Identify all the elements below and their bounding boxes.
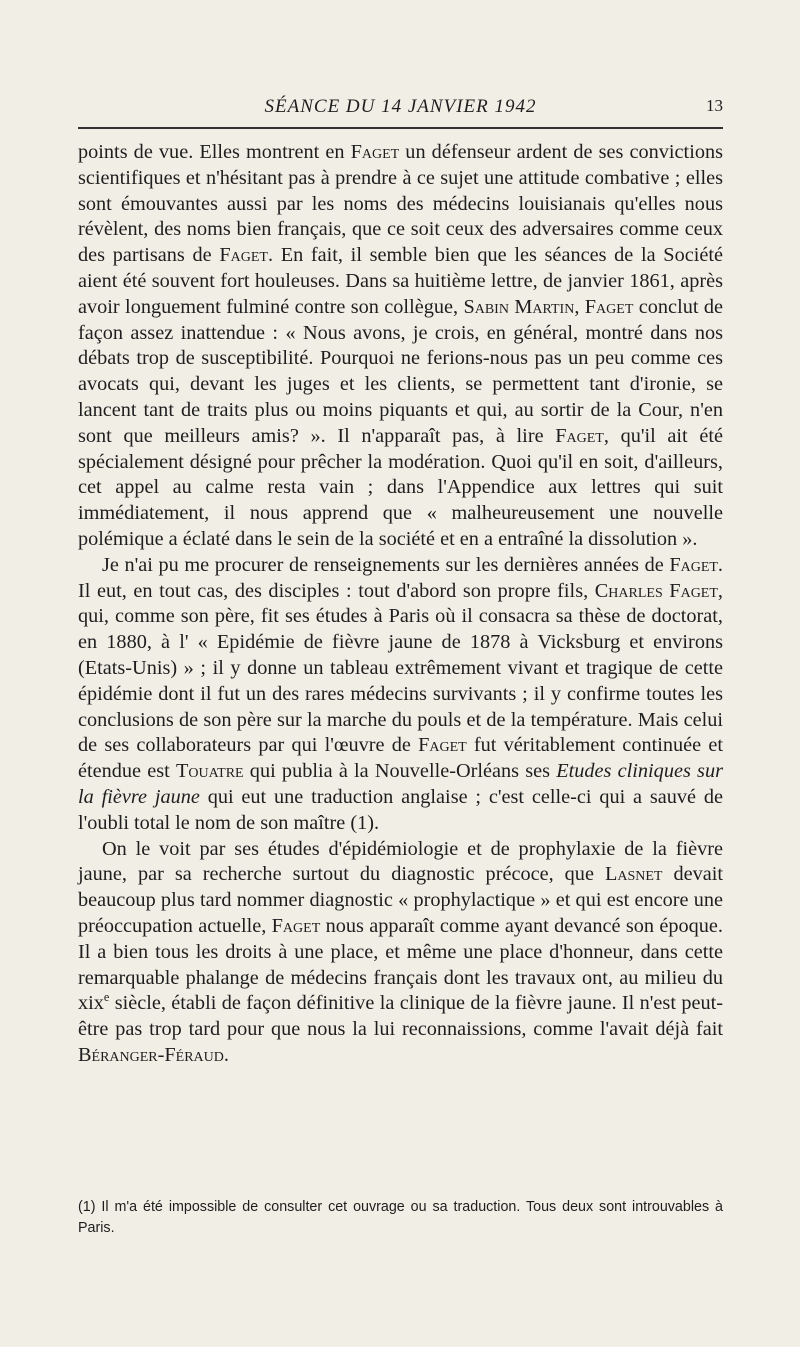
name-small-caps: Faget <box>669 553 718 576</box>
paragraph: On le voit par ses études d'épidémiologie et de prophylaxie de la fièvre jaune, par sa recherche surtout du diagnostic précoce, que Lasnet devait beaucoup plus tard nommer diagnostic « prophylactique » et qui est encore une préoccupation actuelle, Faget nous apparaît comme ayant devancé son époque. Il a bien tous les droits à une place, et même une place d'honneur, dans cette remarquable phalange de médecins français dont les travaux ont, au milieu du xix$^e$ siècle, établi de façon définitive la clinique de la fièvre jaune. Il n'est peut-être pas trop tard pour que nous la lui reconnaissions, comme l'avait déjà fait Béranger-Féraud. <box>78 837 724 1066</box>
paragraph: points de vue. Elles montrent en Faget un défenseur ardent de ses convictions scientifiques et n'hésitant pas à prendre à ce sujet une attitude combative ; elles sont émouvantes aussi par les noms des médecins louisianais qu'elles nous révèlent, des noms bien français, que ce soit ceux des adversaires comme ceux des partisans de Faget. En fait, il semble bien que les séances de la Société aient été souvent fort houleuses. Dans sa huitième lettre, de janvier 1861, après avoir longuement fulminé contre son collègue, Sabin Martin, Faget conclut de façon assez inattendue : « Nous avons, je crois, en général, montré dans nos débats trop de susceptibilité. Pourquoi ne ferions-nous pas un peu comme ces avocats qui, devant les juges et les clients, se permettent tant d'ironie, se lancent tant de traits plus ou moins piquants et qui, au sortir de la Cour, n'en sont que meilleurs amis? ». Il n'apparaît pas, à lire Faget, qu'il ait été spécialement désigné pour prêcher la modération. Quoi qu'il en soit, d'ailleurs, cet appel au calme resta vain ; dans l'Appendice aux lettres qui suit immédiatement, il nous apprend que « malheureusement une nouvelle polémique a éclaté dans le sein de la société et en a entraîné la dissolution ». <box>78 141 724 550</box>
italic-title: Etudes cliniques sur la fièvre jaune <box>78 760 723 808</box>
name-small-caps: Charles Faget <box>594 579 718 602</box>
header-rule <box>78 127 723 129</box>
page-header <box>78 96 723 126</box>
footnote: (1) Il m'a été impossible de consulter cet ouvrage ou sa traduction. Tous deux sont introuvables à Paris. <box>78 1199 723 1236</box>
name-small-caps: Faget <box>584 295 634 318</box>
page-number: 13 <box>706 96 723 115</box>
name-small-caps: Faget <box>555 424 604 447</box>
running-title: SÉANCE DU 14 JANVIER 1942 <box>264 96 537 117</box>
century-numeral: xix$^e$ <box>78 990 110 1015</box>
name-small-caps: Faget <box>219 244 268 267</box>
paragraph: Je n'ai pu me procurer de renseignements sur les dernières années de Faget. Il eut, en tout cas, des disciples : tout d'abord son propre fils, Charles Faget, qui, comme son père, fit ses études à Paris où il consacra sa thèse de doctorat, en 1880, à l' « Epidémie de fièvre jaune de 1878 à Vicksburg et environs (Etats-Unis) » ; il y donne un tableau extrêmement vivant et tragique de cette épidémie dont il fut un des rares médecins survivants ; il y confirme toutes les conclusions de son père sur la marche du pouls et de la température. Mais celui de ses collaborateurs par qui l'œuvre de Faget fut véritablement continuée et étendue est Touatre qui publia à la Nouvelle-Orléans ses Etudes cliniques sur la fièvre jaune qui eut une traduction anglaise ; c'est celle-ci qui a sauvé de l'oubli total le nom de son maître (1). <box>78 553 723 834</box>
name-small-caps: Béranger-Féraud <box>78 1043 224 1066</box>
name-small-caps: Faget <box>350 141 400 163</box>
name-small-caps: Faget <box>271 914 321 937</box>
name-small-caps: Sabin Martin <box>463 295 575 318</box>
name-small-caps: Touatre <box>176 760 244 783</box>
name-small-caps: Lasnet <box>604 863 663 886</box>
body-text <box>78 140 723 1069</box>
name-small-caps: Faget <box>418 734 467 757</box>
